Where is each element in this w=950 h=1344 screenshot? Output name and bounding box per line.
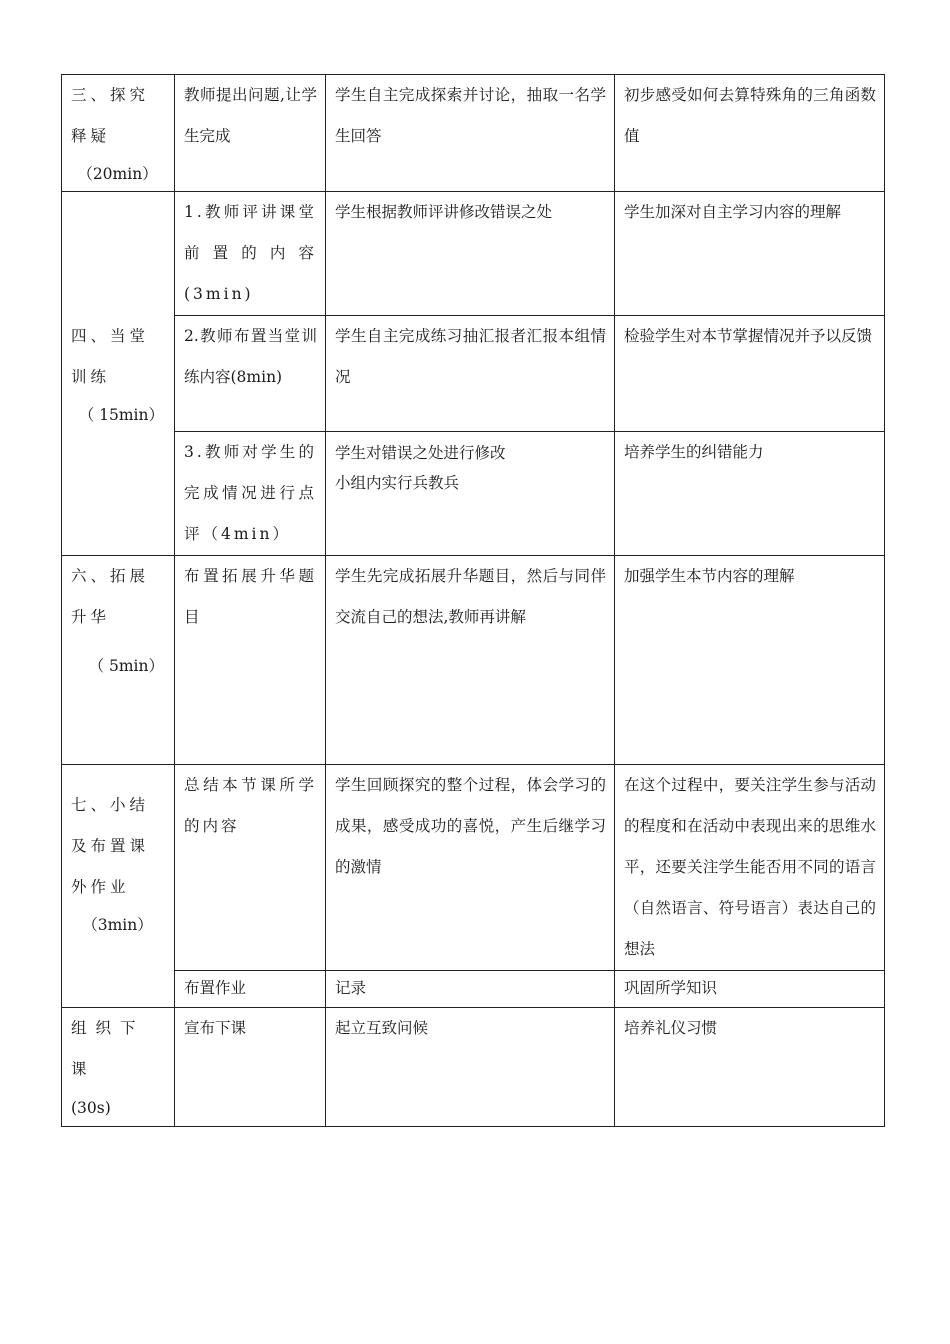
stage-name: 组织下课: [71, 1019, 145, 1078]
table-row: [62, 971, 885, 1008]
design-intent-cell: 学生加深对自主学习内容的理解: [615, 192, 885, 316]
stage-cell: [62, 1008, 175, 1127]
student-activity-cell: 记录: [326, 971, 615, 1008]
stage-cell: [62, 75, 175, 192]
table-row: [62, 316, 885, 432]
stage-cell: [62, 192, 175, 556]
table-row: [62, 432, 885, 556]
student-activity-cell: 学生自主完成练习抽汇报者汇报本组情况: [326, 316, 615, 432]
student-activity-cell: 学生根据教师评讲修改错误之处: [326, 192, 615, 316]
stage-name: 六、拓展升华: [71, 567, 150, 626]
table-row: [62, 75, 885, 192]
student-activity-line: 小组内实行兵教兵: [335, 474, 460, 492]
design-intent-cell: 检验学生对本节掌握情况并予以反馈: [615, 316, 885, 432]
table-row: [62, 765, 885, 971]
stage-name: 七、小结及布置课外作业: [71, 796, 150, 896]
table-row: [62, 556, 885, 765]
design-intent-cell: 培养学生的纠错能力: [615, 432, 885, 556]
stage-name: 四、当堂训练: [71, 326, 150, 386]
lesson-plan-table: [61, 74, 885, 1127]
table-row: [62, 192, 885, 316]
student-activity-cell: 学生回顾探究的整个过程，体会学习的成果，感受成功的喜悦，产生后继学习的激情: [326, 765, 615, 971]
stage-cell: [62, 765, 175, 1008]
teacher-activity-cell: 总结本节课所学的内容: [175, 765, 326, 971]
teacher-activity-cell: 3.教师对学生的完成情况进行点评（4min）: [175, 432, 326, 556]
student-activity-cell: [326, 432, 615, 556]
design-intent-cell: 巩固所学知识: [615, 971, 885, 1008]
design-intent-cell: 初步感受如何去算特殊角的三角函数值: [615, 75, 885, 192]
table-row: [62, 1008, 885, 1127]
stage-name: 三、探究释疑: [71, 86, 150, 145]
design-intent-cell: 培养礼仪习惯: [615, 1008, 885, 1127]
student-activity-cell: 起立互致问候: [326, 1008, 615, 1127]
teacher-activity-cell: 2.教师布置当堂训练内容(8min): [175, 316, 326, 432]
design-intent-cell: 在这个过程中，要关注学生参与活动的程度和在活动中表现出来的思维水平，还要关注学生能否用不同的语言（自然语言、符号语言）表达自己的想法: [615, 765, 885, 971]
teacher-activity-cell: 宣布下课: [175, 1008, 326, 1127]
stage-duration: (30s): [71, 1099, 111, 1117]
stage-cell: [62, 556, 175, 765]
teacher-activity-cell: 布置作业: [175, 971, 326, 1008]
student-activity-cell: 学生自主完成探索并讨论，抽取一名学生回答: [326, 75, 615, 192]
stage-duration: （ 5min）: [88, 657, 164, 675]
teacher-activity-cell: 1.教师评讲课堂前置的内容(3min): [175, 192, 326, 316]
design-intent-cell: 加强学生本节内容的理解: [615, 556, 885, 765]
stage-duration: （ 15min）: [78, 405, 164, 424]
student-activity-cell: 学生先完成拓展升华题目，然后与同伴交流自己的想法,教师再讲解: [326, 556, 615, 765]
teacher-activity-cell: 教师提出问题,让学生完成: [175, 75, 326, 192]
teacher-activity-cell: 布置拓展升华题目: [175, 556, 326, 765]
stage-duration: （3min）: [82, 916, 153, 934]
student-activity-line: 学生对错误之处进行修改: [335, 444, 506, 462]
stage-duration: （20min）: [77, 165, 158, 183]
